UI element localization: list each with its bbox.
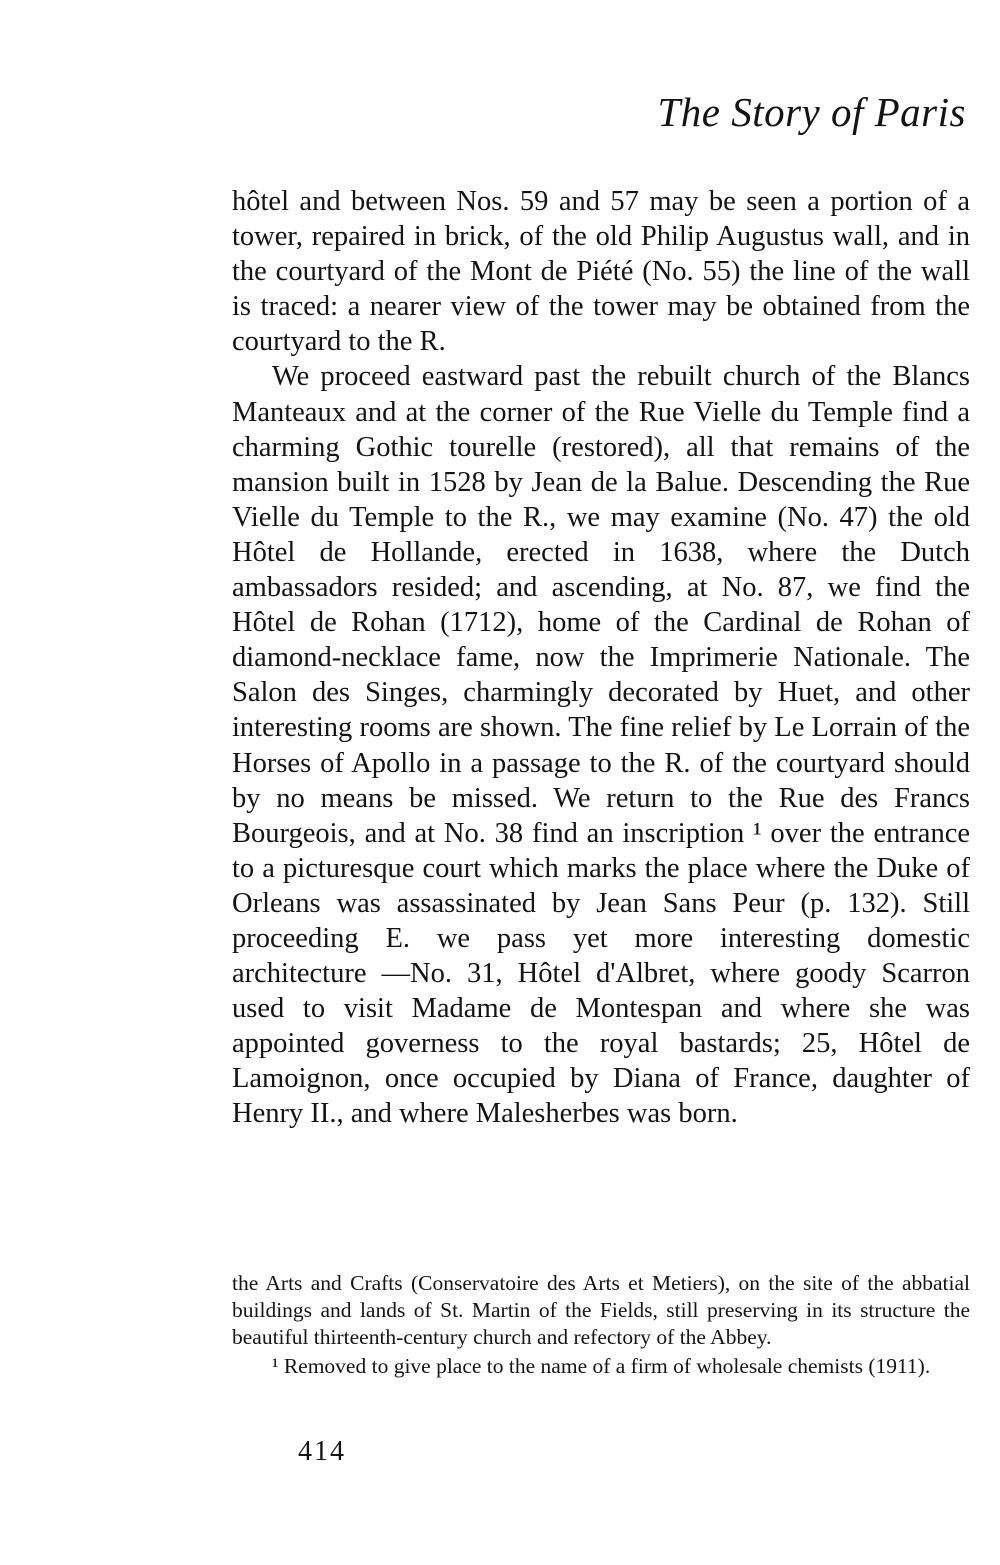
footnotes <box>232 1270 970 1380</box>
paragraph-continued: hôtel and between Nos. 59 and 57 may be seen a portion of a tower, repaired in brick, of the old Philip Augustus wall, and in the courtyard of the Mont de Piété (No. 55) the line of the wall is traced: a nearer view of the tower may be obtained from the courtyard to the R. <box>232 186 970 358</box>
paragraph: We proceed eastward past the rebuilt church of the Blancs Manteaux and at the corner of the Rue Vielle du Temple find a charming Gothic tourelle (restored), all that remains of the mansion built in 1528 by Jean de la Balue. Descending the Rue Vielle du Temple to the R., we may examine (No. 47) the old Hôtel de Hollande, erected in 1638, where the Dutch ambassadors resided; and ascending, at No. 87, we find the Hôtel de Rohan (1712), home of the Cardinal de Rohan of diamond-necklace fame, now the Imprimerie Nationale. The Salon des Singes, charmingly decorated by Huet, and other interesting rooms are shown. The fine relief by Le Lorrain of the Horses of Apollo in a passage to the R. of the courtyard should by no means be missed. We return to the Rue des Francs Bourgeois, and at No. 38 find an inscription ¹ over the entrance to a picturesque court which marks the place where the Duke of Orleans was assassinated by Jean Sans Peur (p. 132). Still proceeding E. we pass yet more interesting domestic architecture —No. 31, Hôtel d'Albret, where goody Scarron used to visit Madame de Montespan and where she was appointed governess to the royal bastards; 25, Hôtel de Lamoignon, once occupied by Diana of France, daughter of Henry II., and where Malesherbes was born. <box>232 361 970 1130</box>
page-number: 414 <box>298 1436 346 1467</box>
footnote: ¹ Removed to give place to the name of a firm of wholesale chemists (1911). <box>272 1354 931 1378</box>
footnote-continued: the Arts and Crafts (Conservatoire des Arts et Metiers), on the site of the abbatial buildings and lands of St. Martin of the Fields, still preserving in its structure the beautiful thirteenth-century church and refectory of the Abbey. <box>232 1271 970 1349</box>
running-head: The Story of Paris <box>657 89 966 135</box>
body-text <box>232 184 970 1132</box>
